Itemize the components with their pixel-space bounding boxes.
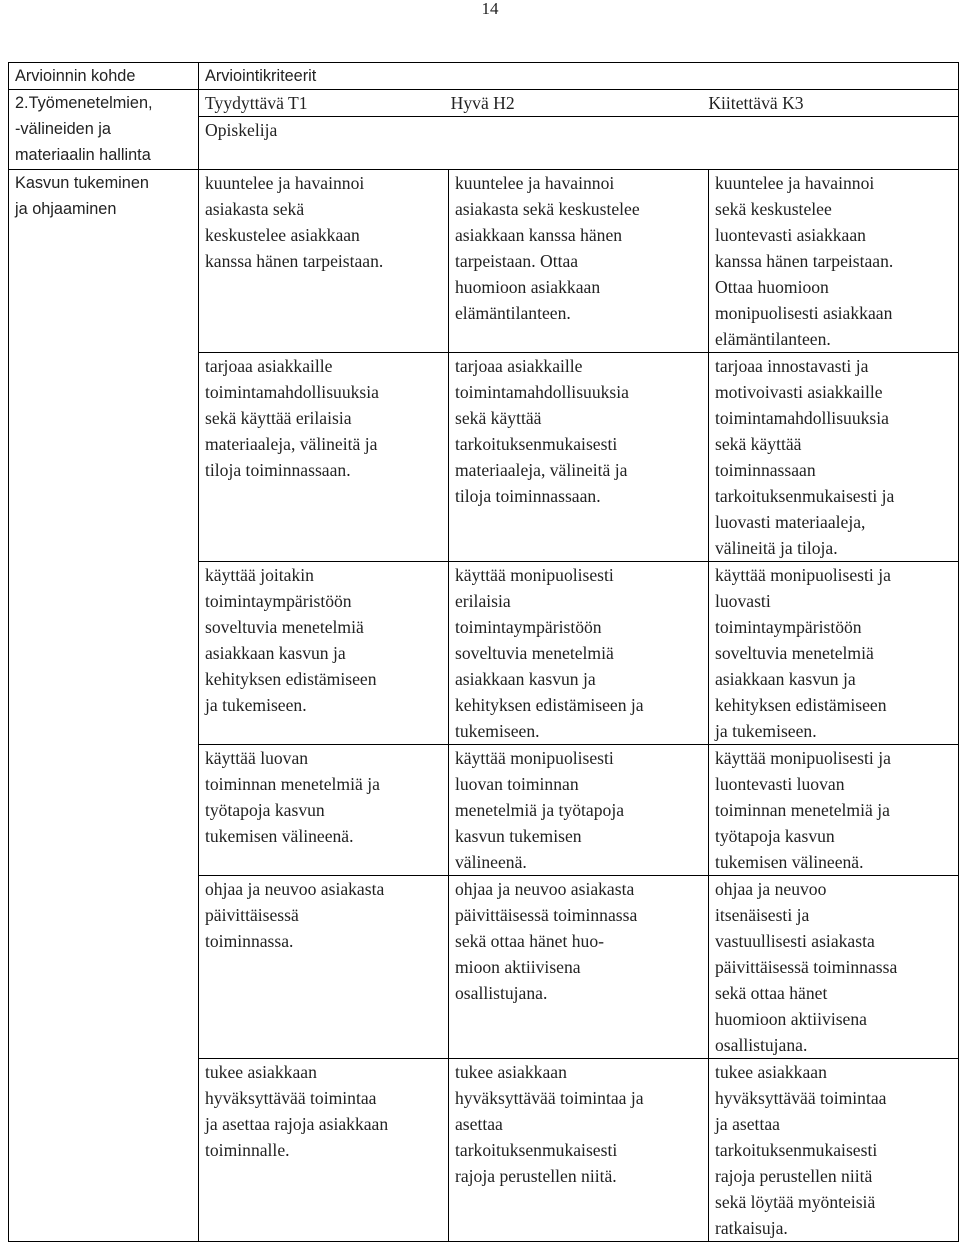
level-t1-label: Tyydyttävä T1 <box>205 93 308 113</box>
criterion-line: motivoivasti asiakkaille <box>715 381 883 402</box>
criterion-line: toiminnassaan <box>715 459 816 480</box>
criterion-line: luovasti materiaaleja, <box>715 511 866 532</box>
criterion-line: huomioon asiakkaan <box>455 276 601 297</box>
criterion-line: luontevasti asiakkaan <box>715 224 866 245</box>
criterion-line: mioon aktiivisena <box>455 956 581 977</box>
criterion-line: toimintamahdollisuuksia <box>715 407 889 428</box>
criterion-line: Ottaa huomioon <box>715 276 829 297</box>
criterion-line: huomioon aktiivisena <box>715 1008 867 1029</box>
criterion-line: päivittäisessä toiminnassa <box>455 904 638 925</box>
criterion-h2 <box>449 561 709 744</box>
topic-line: 2.Työmenetelmien, <box>15 94 153 112</box>
criterion-line: sekä käyttää erilaisia <box>205 407 352 428</box>
subject-cell <box>199 117 959 144</box>
criterion-line: tiloja toiminnassaan. <box>455 485 601 506</box>
criterion-line: elämäntilanteen. <box>455 302 571 323</box>
criterion-line: tukemisen välineenä. <box>715 851 864 872</box>
levels-cell <box>199 90 959 117</box>
criterion-line: tarpeistaan. Ottaa <box>455 250 579 271</box>
criterion-line: luontevasti luovan <box>715 773 845 794</box>
subject-spacer-cell <box>199 143 959 169</box>
criterion-line: kehityksen edistämiseen ja <box>455 694 644 715</box>
criterion-line: elämäntilanteen. <box>715 328 831 349</box>
criterion-line: ja asettaa <box>715 1113 780 1134</box>
section-label-line: Kasvun tukeminen <box>15 173 149 192</box>
criterion-line: asettaa <box>455 1113 503 1134</box>
criterion-line: luovan toiminnan <box>455 773 579 794</box>
criterion-line: ratkaisuja. <box>715 1217 788 1238</box>
criterion-line: itsenäisesti ja <box>715 904 810 925</box>
criterion-h2 <box>449 352 709 561</box>
criterion-h2 <box>449 1058 709 1241</box>
criterion-h2 <box>449 744 709 875</box>
criterion-line: tukemiseen. <box>455 720 540 741</box>
criterion-line: ja asettaa rajoja asiakkaan <box>205 1113 389 1134</box>
criterion-line: tarkoituksenmukaisesti <box>455 1139 618 1160</box>
criterion-line: kehityksen edistämiseen <box>715 694 887 715</box>
header-assessment-target-label: Arvioinnin kohde <box>15 67 136 85</box>
header-assessment-target <box>9 63 199 90</box>
criterion-line: luovasti <box>715 590 771 611</box>
criterion-line: tarkoituksenmukaisesti <box>715 1139 878 1160</box>
criterion-line: sekä löytää myönteisiä <box>715 1191 876 1212</box>
criterion-line: materiaaleja, välineitä ja <box>455 459 628 480</box>
criterion-line: rajoja perustellen niitä <box>715 1165 873 1186</box>
criterion-line: tarjoaa asiakkaille <box>205 355 333 376</box>
criterion-line: toimintamahdollisuuksia <box>455 381 629 402</box>
header-row-levels <box>9 90 959 117</box>
criterion-t1 <box>199 561 449 744</box>
criterion-line: sekä käyttää <box>715 433 802 454</box>
criterion-line: materiaaleja, välineitä ja <box>205 433 378 454</box>
topic-line: materiaalin hallinta <box>15 146 151 164</box>
subject-label: Opiskelija <box>205 120 278 140</box>
criterion-line: sekä keskustelee <box>715 198 832 219</box>
level-t1 <box>199 90 449 116</box>
criterion-line: työtapoja kasvun <box>715 825 835 846</box>
criterion-line: päivittäisessä <box>205 904 299 925</box>
criterion-line: vastuullisesti asiakasta <box>715 930 875 951</box>
criterion-k3 <box>709 744 959 875</box>
criterion-line: tarkoituksenmukaisesti <box>455 433 618 454</box>
topic-cell <box>9 90 199 170</box>
criterion-line: tarjoaa innostavasti ja <box>715 355 869 376</box>
criterion-line: ja tukemiseen. <box>715 720 817 741</box>
criterion-line: toimintaympäristöön <box>455 616 602 637</box>
criterion-line: tukemisen välineenä. <box>205 825 354 846</box>
criterion-line: hyväksyttävää toimintaa <box>205 1087 377 1108</box>
criterion-t1 <box>199 169 449 352</box>
criterion-line: sekä ottaa hänet huo- <box>455 930 604 951</box>
page-number: 14 <box>481 0 499 18</box>
criterion-line: käyttää monipuolisesti <box>455 564 614 585</box>
criterion-line: tukee asiakkaan <box>455 1061 567 1082</box>
criterion-line: käyttää joitakin <box>205 564 314 585</box>
criterion-line: ohjaa ja neuvoo asiakasta <box>455 878 635 899</box>
criterion-line: kehityksen edistämiseen <box>205 668 377 689</box>
criterion-line: käyttää monipuolisesti <box>455 747 614 768</box>
criterion-line: toimintamahdollisuuksia <box>205 381 379 402</box>
header-assessment-criteria-label: Arviointikriteerit <box>205 67 317 85</box>
section-label-cell <box>9 169 199 1241</box>
criterion-line: tukee asiakkaan <box>715 1061 827 1082</box>
criterion-line: kuuntelee ja havainnoi <box>205 172 365 193</box>
criterion-line: monipuolisesti asiakkaan <box>715 302 893 323</box>
criterion-line: toiminnalle. <box>205 1139 290 1160</box>
criterion-line: toiminnan menetelmiä ja <box>715 799 890 820</box>
criterion-t1 <box>199 744 449 875</box>
criterion-line: ohjaa ja neuvoo asiakasta <box>205 878 385 899</box>
criterion-k3 <box>709 875 959 1058</box>
criterion-line: kuuntelee ja havainnoi <box>455 172 615 193</box>
criterion-line: soveltuvia menetelmiä <box>205 616 364 637</box>
criterion-k3 <box>709 169 959 352</box>
criterion-line: tukee asiakkaan <box>205 1061 317 1082</box>
criterion-line: sekä ottaa hänet <box>715 982 828 1003</box>
criterion-line: työtapoja kasvun <box>205 799 325 820</box>
criterion-line: asiakkaan kasvun ja <box>715 668 856 689</box>
criterion-line: tarkoituksenmukaisesti ja <box>715 485 895 506</box>
criterion-line: tarjoaa asiakkaille <box>455 355 583 376</box>
criterion-line: menetelmiä ja työtapoja <box>455 799 625 820</box>
criterion-line: sekä käyttää <box>455 407 542 428</box>
criterion-h2 <box>449 875 709 1058</box>
criterion-line: hyväksyttävää toimintaa <box>715 1087 887 1108</box>
criterion-k3 <box>709 561 959 744</box>
criterion-line: välineitä ja tiloja. <box>715 537 838 558</box>
criterion-line: soveltuvia menetelmiä <box>455 642 614 663</box>
criterion-k3 <box>709 352 959 561</box>
criterion-t1 <box>199 352 449 561</box>
criterion-line: asiakkaan kanssa hänen <box>455 224 623 245</box>
criterion-line: toiminnassa. <box>205 930 294 951</box>
section-label-line: ja ohjaaminen <box>15 199 117 218</box>
level-k3 <box>708 90 958 116</box>
criterion-line: välineenä. <box>455 851 527 872</box>
criterion-line: osallistujana. <box>455 982 548 1003</box>
header-row-titles <box>9 63 959 90</box>
criterion-line: asiakasta sekä <box>205 198 305 219</box>
topic-line: -välineiden ja <box>15 120 111 138</box>
criterion-line: kanssa hänen tarpeistaan. <box>715 250 894 271</box>
criterion-line: osallistujana. <box>715 1034 808 1055</box>
level-h2-label: Hyvä H2 <box>450 93 515 113</box>
criterion-line: kuuntelee ja havainnoi <box>715 172 875 193</box>
criterion-line: käyttää monipuolisesti ja <box>715 747 891 768</box>
criterion-line: toiminnan menetelmiä ja <box>205 773 380 794</box>
level-k3-label: Kiitettävä K3 <box>708 93 804 113</box>
criteria-row <box>9 169 959 352</box>
criterion-line: ohjaa ja neuvoo <box>715 878 827 899</box>
criterion-line: erilaisia <box>455 590 511 611</box>
criterion-line: käyttää luovan <box>205 747 309 768</box>
criterion-line: hyväksyttävää toimintaa ja <box>455 1087 644 1108</box>
assessment-criteria-table <box>8 62 959 1242</box>
criterion-line: kasvun tukemisen <box>455 825 582 846</box>
criterion-line: soveltuvia menetelmiä <box>715 642 874 663</box>
criterion-line: toimintaympäristöön <box>205 590 352 611</box>
criterion-line: keskustelee asiakkaan <box>205 224 360 245</box>
criterion-line: asiakkaan kasvun ja <box>205 642 346 663</box>
criterion-line: päivittäisessä toiminnassa <box>715 956 898 977</box>
criterion-k3 <box>709 1058 959 1241</box>
criterion-line: rajoja perustellen niitä. <box>455 1165 617 1186</box>
criterion-line: käyttää monipuolisesti ja <box>715 564 891 585</box>
criterion-t1 <box>199 1058 449 1241</box>
criterion-line: tiloja toiminnassaan. <box>205 459 351 480</box>
criterion-line: kanssa hänen tarpeistaan. <box>205 250 384 271</box>
criterion-t1 <box>199 875 449 1058</box>
criterion-line: asiakkaan kasvun ja <box>455 668 596 689</box>
criterion-line: toimintaympäristöön <box>715 616 862 637</box>
level-h2 <box>449 90 709 116</box>
criterion-line: ja tukemiseen. <box>205 694 307 715</box>
header-assessment-criteria <box>199 63 959 90</box>
criterion-line: asiakasta sekä keskustelee <box>455 198 640 219</box>
criterion-h2 <box>449 169 709 352</box>
